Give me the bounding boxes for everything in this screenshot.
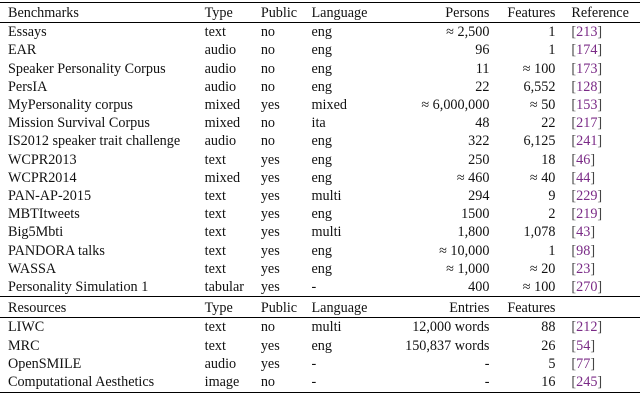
dataset-persons: 11 — [475, 60, 490, 77]
dataset-persons: ≈ 10,000 — [439, 242, 490, 259]
table-row — [0, 60, 640, 78]
dataset-features: ≈ 100 — [522, 60, 556, 77]
dataset-language: - — [311, 374, 317, 391]
dataset-features: 26 — [541, 337, 556, 354]
dataset-persons: 400 — [468, 279, 490, 296]
dataset-persons: 48 — [475, 115, 490, 132]
dataset-features: ≈ 100 — [522, 279, 556, 296]
dataset-type: text — [204, 242, 226, 259]
table-row — [0, 23, 640, 42]
dataset-persons: ≈ 1,000 — [446, 260, 490, 277]
reference-cell: [229] — [571, 188, 603, 205]
dataset-public: yes — [260, 188, 280, 205]
dataset-type: audio — [204, 133, 237, 150]
reference-link[interactable]: 213 — [576, 24, 598, 41]
dataset-public: yes — [260, 279, 280, 296]
dataset-type: text — [204, 151, 226, 168]
dataset-language: eng — [311, 169, 332, 186]
table-row — [0, 96, 640, 114]
table-row — [0, 318, 640, 337]
reference-cell: [153] — [571, 97, 603, 114]
dataset-name: EAR — [8, 42, 37, 59]
dataset-public: yes — [260, 337, 280, 354]
dataset-type: text — [204, 24, 226, 41]
table-row — [0, 169, 640, 187]
dataset-features: 88 — [541, 319, 556, 336]
reference-cell: [54] — [571, 337, 596, 354]
dataset-persons: ≈ 6,000,000 — [421, 97, 490, 114]
reference-cell: [174] — [571, 42, 603, 59]
dataset-features: 1 — [548, 242, 556, 259]
dataset-persons: 1500 — [461, 206, 490, 223]
dataset-features: ≈ 20 — [529, 260, 556, 277]
dataset-type: text — [204, 319, 226, 336]
reference-cell: [212] — [571, 319, 603, 336]
dataset-public: no — [260, 319, 275, 336]
dataset-name: WCPR2014 — [8, 169, 77, 186]
reference-cell: [44] — [571, 169, 596, 186]
table-row — [0, 355, 640, 373]
header-benchmarks: Benchmarks — [0, 4, 201, 23]
benchmarks-body — [0, 23, 640, 297]
dataset-features: 5 — [548, 355, 556, 372]
table-row — [0, 205, 640, 223]
table-row — [0, 187, 640, 205]
dataset-public: yes — [260, 242, 280, 259]
header-res-type: Type — [201, 299, 257, 318]
dataset-name: PersIA — [8, 78, 48, 95]
dataset-name: LIWC — [8, 319, 45, 336]
reference-link[interactable]: 212 — [576, 319, 598, 336]
dataset-persons: 294 — [468, 188, 490, 205]
reference-link[interactable]: 77 — [576, 355, 591, 372]
reference-cell: [219] — [571, 206, 603, 223]
dataset-persons: 22 — [475, 78, 490, 95]
table-row — [0, 151, 640, 169]
header-res-language: Language — [308, 299, 400, 318]
dataset-public: no — [260, 60, 275, 77]
dataset-public: yes — [260, 169, 280, 186]
dataset-type: audio — [204, 78, 237, 95]
header-res-features: Features — [493, 299, 559, 318]
dataset-public: yes — [260, 355, 280, 372]
reference-link[interactable]: 229 — [576, 188, 598, 205]
dataset-features: 6,552 — [523, 78, 556, 95]
dataset-language: mixed — [311, 97, 347, 114]
reference-link[interactable]: 46 — [576, 151, 591, 168]
dataset-public: no — [260, 133, 275, 150]
dataset-type: mixed — [204, 115, 241, 132]
dataset-name: PAN-AP-2015 — [8, 188, 92, 205]
dataset-type: text — [204, 260, 226, 277]
resources-header-row — [0, 299, 640, 318]
dataset-name: MRC — [8, 337, 40, 354]
dataset-name: Computational Aesthetics — [8, 374, 155, 391]
reference-link[interactable]: 270 — [576, 279, 598, 296]
dataset-name: WASSA — [8, 260, 57, 277]
dataset-entries: 150,837 words — [405, 337, 490, 354]
dataset-name: Speaker Personality Corpus — [8, 60, 166, 77]
dataset-name: Mission Survival Corpus — [8, 115, 150, 132]
dataset-persons: ≈ 460 — [456, 169, 490, 186]
reference-link[interactable]: 241 — [576, 133, 598, 150]
dataset-features: 1,078 — [523, 224, 556, 241]
dataset-name: PANDORA talks — [8, 242, 105, 259]
dataset-entries: - — [484, 374, 490, 391]
table-row — [0, 373, 640, 391]
dataset-language: eng — [311, 78, 332, 95]
table-row — [0, 41, 640, 59]
reference-cell: [245] — [571, 374, 603, 391]
dataset-language: multi — [311, 224, 342, 241]
dataset-table-container — [0, 2, 640, 393]
dataset-public: no — [260, 42, 275, 59]
dataset-public: no — [260, 78, 275, 95]
dataset-public: yes — [260, 206, 280, 223]
dataset-type: image — [204, 374, 240, 391]
reference-link[interactable]: 217 — [576, 115, 598, 132]
dataset-language: eng — [311, 337, 332, 354]
dataset-type: mixed — [204, 169, 241, 186]
reference-cell: [213] — [571, 24, 603, 41]
dataset-name: Personality Simulation 1 — [8, 279, 149, 296]
dataset-type: text — [204, 206, 226, 223]
dataset-language: eng — [311, 242, 332, 259]
header-reference: Reference — [559, 4, 640, 23]
dataset-type: tabular — [204, 279, 245, 296]
header-features: Features — [493, 4, 559, 23]
reference-cell: [241] — [571, 133, 603, 150]
dataset-persons: ≈ 2,500 — [446, 24, 490, 41]
dataset-type: text — [204, 224, 226, 241]
dataset-features: 1 — [548, 42, 556, 59]
dataset-name: OpenSMILE — [8, 355, 82, 372]
dataset-language: multi — [311, 188, 342, 205]
dataset-language: eng — [311, 206, 332, 223]
table-row — [0, 114, 640, 132]
reference-link[interactable]: 173 — [576, 60, 598, 77]
table-row — [0, 278, 640, 297]
dataset-language: - — [311, 355, 317, 372]
reference-link[interactable]: 174 — [576, 42, 598, 59]
bottom-rule — [0, 391, 640, 393]
header-persons: Persons — [400, 4, 494, 23]
dataset-entries: 12,000 words — [412, 319, 490, 336]
header-public: Public — [257, 4, 308, 23]
dataset-name: MyPersonality corpus — [8, 97, 133, 114]
dataset-language: eng — [311, 60, 332, 77]
dataset-type: text — [204, 337, 226, 354]
header-res-public: Public — [257, 299, 308, 318]
dataset-features: 22 — [541, 115, 556, 132]
dataset-name: WCPR2013 — [8, 151, 77, 168]
resources-body — [0, 318, 640, 391]
header-language: Language — [308, 4, 400, 23]
table-row — [0, 78, 640, 96]
reference-cell: [43] — [571, 224, 596, 241]
header-res-reference — [559, 299, 640, 318]
dataset-features: 1 — [548, 24, 556, 41]
dataset-type: audio — [204, 42, 237, 59]
reference-cell: [270] — [571, 279, 603, 296]
table-row — [0, 132, 640, 150]
reference-link[interactable]: 54 — [576, 337, 591, 354]
dataset-type: text — [204, 188, 226, 205]
dataset-features: 6,125 — [523, 133, 556, 150]
reference-link[interactable]: 128 — [576, 78, 598, 95]
reference-link[interactable]: 98 — [576, 242, 591, 259]
reference-cell: [217] — [571, 115, 603, 132]
dataset-type: audio — [204, 355, 237, 372]
reference-link[interactable]: 43 — [576, 224, 591, 241]
header-resources: Resources — [0, 299, 201, 318]
dataset-language: multi — [311, 319, 342, 336]
reference-link[interactable]: 44 — [576, 169, 591, 186]
reference-link[interactable]: 153 — [576, 97, 598, 114]
dataset-type: mixed — [204, 97, 241, 114]
dataset-language: eng — [311, 24, 332, 41]
dataset-language: eng — [311, 260, 332, 277]
reference-cell: [98] — [571, 242, 596, 259]
dataset-persons: 1,800 — [457, 224, 490, 241]
dataset-language: eng — [311, 151, 332, 168]
reference-cell: [77] — [571, 355, 596, 372]
dataset-language: - — [311, 279, 317, 296]
reference-cell: [128] — [571, 78, 603, 95]
personality-datasets-table — [0, 2, 640, 393]
dataset-persons: 96 — [475, 42, 490, 59]
dataset-public: yes — [260, 151, 280, 168]
dataset-features: ≈ 50 — [529, 97, 556, 114]
dataset-name: Big5Mbti — [8, 224, 64, 241]
dataset-public: yes — [260, 224, 280, 241]
reference-link[interactable]: 23 — [576, 260, 591, 277]
table-row — [0, 223, 640, 241]
dataset-entries: - — [484, 355, 490, 372]
dataset-language: eng — [311, 42, 332, 59]
reference-link[interactable]: 219 — [576, 206, 598, 223]
dataset-public: no — [260, 24, 275, 41]
dataset-features: 16 — [541, 374, 556, 391]
table-row — [0, 260, 640, 278]
dataset-persons: 322 — [468, 133, 490, 150]
header-entries: Entries — [400, 299, 494, 318]
header-type: Type — [201, 4, 257, 23]
dataset-public: no — [260, 115, 275, 132]
table-row — [0, 337, 640, 355]
dataset-language: eng — [311, 133, 332, 150]
reference-cell: [23] — [571, 260, 596, 277]
dataset-public: yes — [260, 97, 280, 114]
dataset-public: no — [260, 374, 275, 391]
dataset-name: IS2012 speaker trait challenge — [8, 133, 181, 150]
dataset-persons: 250 — [468, 151, 490, 168]
reference-cell: [46] — [571, 151, 596, 168]
dataset-type: audio — [204, 60, 237, 77]
table-row — [0, 242, 640, 260]
reference-link[interactable]: 245 — [576, 374, 598, 391]
dataset-features: 2 — [548, 206, 556, 223]
dataset-name: Essays — [8, 24, 47, 41]
dataset-features: 9 — [548, 188, 556, 205]
dataset-public: yes — [260, 260, 280, 277]
dataset-features: ≈ 40 — [529, 169, 556, 186]
benchmarks-header-row — [0, 4, 640, 23]
dataset-language: ita — [311, 115, 326, 132]
dataset-features: 18 — [541, 151, 556, 168]
dataset-name: MBTItweets — [8, 206, 80, 223]
reference-cell: [173] — [571, 60, 603, 77]
